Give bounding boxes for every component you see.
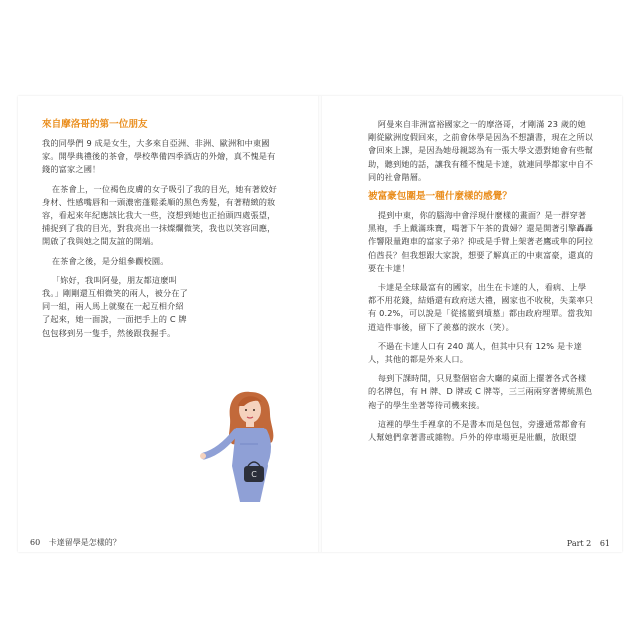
page-number: 60: [30, 538, 41, 547]
paragraph: 我的同學們 9 成是女生，大多來自亞洲、非洲、歐洲和中東國家。開學典禮後的茶會，學校準備四季酒店的外燴，真不愧是有錢的富家之國！: [42, 138, 276, 175]
paragraph: 這裡的學生手裡拿的不是書本而是包包，旁邊通常都會有人幫她們拿著書或雜物。戶外的停車場更是壯觀，放眼望: [368, 418, 587, 443]
part-label: Part 2: [566, 539, 592, 548]
book-spread: [18, 96, 622, 552]
left-text-column: [42, 118, 282, 346]
left-page: [18, 96, 320, 552]
paragraph: 在茶會之後，是分組參觀校園。: [51, 255, 169, 266]
paragraph: 每到下課時間，只見整個宿舍大廳的桌面上擺著各式各樣的名牌包，有 H 牌、D 牌或 C 牌等，三三兩兩穿著傳統黑色袍子的學生坐著等待司機來接。: [368, 373, 593, 410]
paragraph: 不過在卡達人口有 240 萬人，但其中只有 12% 是卡達人，其他的都是外來人口。: [368, 340, 582, 365]
paragraph: 在茶會上，一位褐色皮膚的女子吸引了我的目光，她有著姣好身材、性感嘴唇和一頭濃密蓬鬆柔順的黑色秀髮，有著精緻的妝容，看起來年紀應該比我大一些，沒想到她也正抬頭四處張望，捕捉到了我的目光，對我亮出一抹燦爛微笑，我也以笑容回應，開啟了我與她之間友誼的開端。: [42, 183, 277, 247]
woman-with-handbag-illustration: [198, 384, 298, 504]
running-title: 卡達留學是怎樣的？: [48, 538, 121, 547]
paragraph: 阿曼來自非洲富裕國家之一的摩洛哥，才剛滿 23 歲的她剛從歐洲度假回來，之前會休學是因為不想讀書，現在之所以會回來上課，是因為她母親認為有一張大學文憑對她會有些幫助，聽到她的話，讓我有種不愧是卡達，就連同學都家中自不同的社會階層。: [368, 119, 594, 182]
left-footer: [24, 537, 121, 548]
page-number: 61: [599, 539, 610, 548]
section-heading: 被富豪包圍是一種什麼樣的感覺？: [368, 191, 512, 203]
svg-text:C: C: [251, 470, 257, 479]
paragraph: 卡達是全球最富有的國家，出生在卡達的人，看病、上學都不用花錢，結婚還有政府送大禮，國家也不收稅，失業率只有 0.2%，可以說是「從搖籃到墳墓」都由政府埋單。當我知道這件事後，留下了羨慕的淚水（笑）。: [368, 282, 594, 332]
right-text-column: [368, 118, 594, 450]
paragraph: 「妳好，我叫阿曼，朋友都這麼叫我。」剛剛還互相微笑的兩人，被分在了同一組，兩人馬上就聚在一起互相介紹了起來，她一面說，一面把手上的 C 牌包包移到另一隻手，然後跟我握手。: [42, 274, 188, 338]
section-heading: 來自摩洛哥的第一位朋友: [42, 119, 148, 130]
right-footer: [567, 539, 616, 548]
right-page: [320, 96, 622, 552]
paragraph: 提到中東，你的腦海中會浮現什麼樣的畫面？是一群穿著黑袍，手上戴滿珠寶，喝著下午茶的貴婦？還是開著引擎轟轟作響限量跑車的富家子弟？抑或是手臂上架著老鷹或隼的阿拉伯酋長？但我想跟大家說，想要了解真正的中東富豪，還真的要在卡達！: [368, 210, 594, 273]
